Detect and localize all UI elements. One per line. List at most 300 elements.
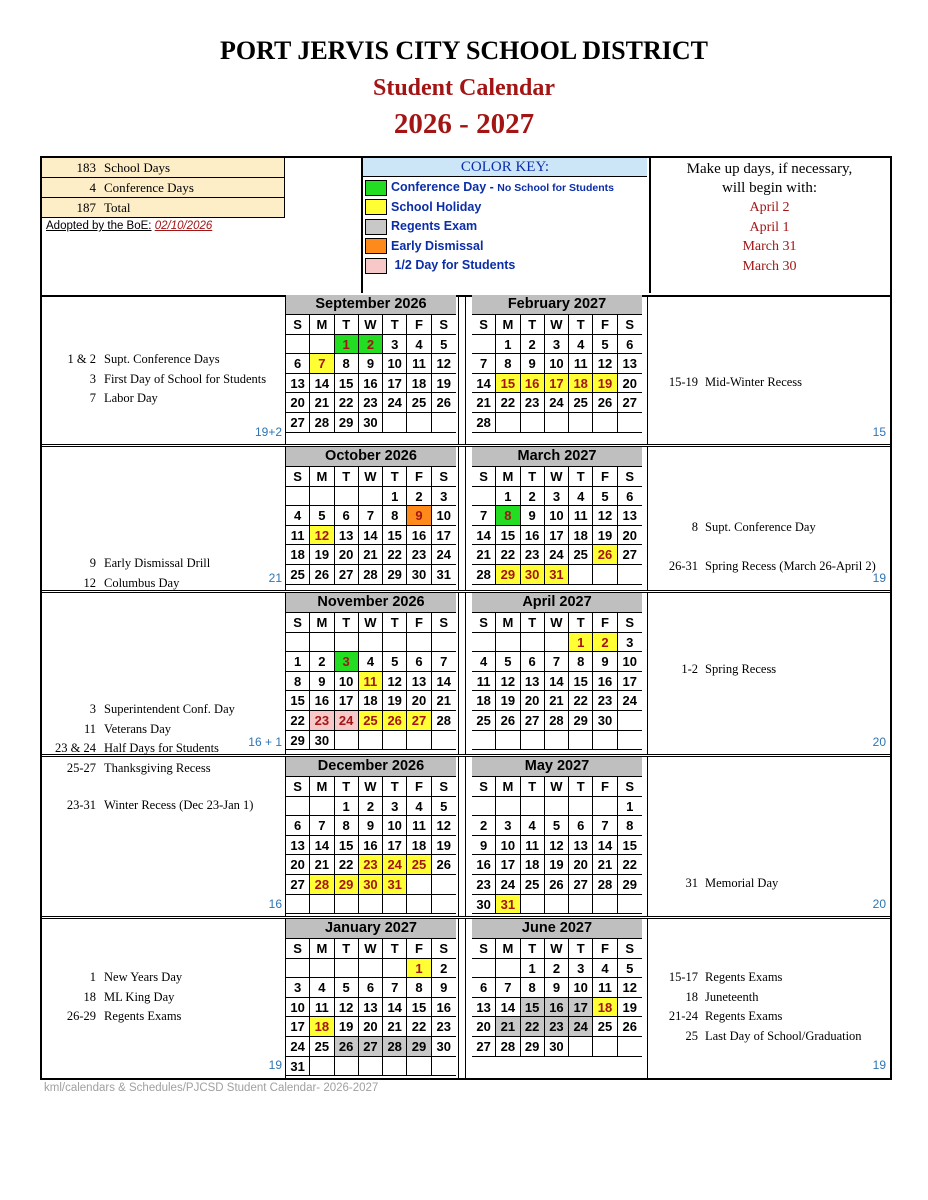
day-cell: 26 xyxy=(335,1037,359,1056)
day-cell: 11 xyxy=(359,672,383,691)
day-cell: 9 xyxy=(593,652,617,671)
day-cell: 6 xyxy=(521,652,545,671)
left-day-count: 21 xyxy=(268,571,282,585)
day-cell: 9 xyxy=(359,816,383,835)
weekday-label: W xyxy=(359,777,383,796)
week-row xyxy=(286,393,456,413)
day-cell: 8 xyxy=(496,354,520,373)
day-cell: 14 xyxy=(472,374,496,393)
day-cell: 4 xyxy=(569,487,593,506)
day-cell: 19 xyxy=(593,526,617,545)
day-cell: 21 xyxy=(310,393,334,412)
day-cell: 9 xyxy=(359,354,383,373)
week-row xyxy=(472,487,642,507)
day-cell: 2 xyxy=(310,652,334,671)
weekday-label: S xyxy=(439,615,449,630)
week-row xyxy=(472,526,642,546)
day-cell: 31 xyxy=(496,895,520,914)
week-row xyxy=(286,652,456,672)
empty-cell xyxy=(383,895,407,914)
event-text: Supt. Conference Day xyxy=(705,520,816,535)
event-date: 12 xyxy=(83,575,96,590)
day-cell: 16 xyxy=(521,374,545,393)
day-cell: 27 xyxy=(335,565,359,584)
day-cell: 11 xyxy=(407,354,431,373)
weekday-label: S xyxy=(286,613,310,632)
weekday-label: T xyxy=(335,315,359,334)
week-row xyxy=(472,545,642,565)
day-cell: 4 xyxy=(521,816,545,835)
day-cell: 27 xyxy=(286,875,310,894)
empty-cell xyxy=(593,895,617,914)
day-cell: 23 xyxy=(407,545,431,564)
event-row xyxy=(649,559,890,577)
day-cell: 10 xyxy=(569,978,593,997)
weekday-label: T xyxy=(521,777,545,796)
day-cell: 12 xyxy=(593,506,617,525)
empty-cell xyxy=(359,731,383,750)
event-date: 23 & 24 xyxy=(55,741,96,756)
day-cell: 11 xyxy=(569,506,593,525)
day-cell: 8 xyxy=(286,672,310,691)
event-date: 21-24 xyxy=(668,1009,698,1024)
weekday-label: T xyxy=(569,777,593,796)
week-row xyxy=(286,526,456,546)
day-cell: 9 xyxy=(521,506,545,525)
weekday-label: T xyxy=(569,613,593,632)
right-day-count: 20 xyxy=(872,897,886,911)
event-date: 3 xyxy=(89,702,96,717)
week-row xyxy=(472,855,642,875)
day-cell: 28 xyxy=(359,565,383,584)
month-calendar xyxy=(472,757,642,914)
day-cell: 25 xyxy=(286,565,310,584)
empty-cell xyxy=(521,797,545,816)
weekday-header xyxy=(472,613,642,633)
day-cell: 4 xyxy=(407,335,431,354)
event-row xyxy=(649,520,890,538)
weekday-label: M xyxy=(496,777,520,796)
week-row xyxy=(286,895,456,915)
event-text: New Years Day xyxy=(104,970,183,984)
event-row xyxy=(649,837,890,855)
day-cell: 2 xyxy=(593,633,617,652)
event-row xyxy=(649,662,890,680)
event-date: 1-2 xyxy=(681,661,698,676)
month-name: October 2026 xyxy=(286,447,456,467)
day-cell: 28 xyxy=(472,565,496,584)
day-cell: 27 xyxy=(521,711,545,730)
empty-cell xyxy=(383,959,407,978)
summary-label: Total xyxy=(104,200,131,215)
empty-cell xyxy=(407,413,431,432)
color-key-title: COLOR KEY: xyxy=(363,158,647,177)
day-cell: 3 xyxy=(545,487,569,506)
empty-cell xyxy=(618,711,642,730)
day-cell: 12 xyxy=(310,526,334,545)
weekday-label: F xyxy=(407,777,431,796)
day-cell: 5 xyxy=(310,506,334,525)
event-row xyxy=(649,481,890,499)
weekday-label: S xyxy=(472,777,496,796)
key-label: Conference Day - xyxy=(391,180,498,194)
week-row xyxy=(286,545,456,565)
day-cell: 7 xyxy=(440,654,448,670)
day-cell: 6 xyxy=(286,816,310,835)
week-row xyxy=(286,691,456,711)
event-row xyxy=(42,702,282,720)
day-cell: 16 xyxy=(359,836,383,855)
day-cell: 3 xyxy=(383,335,407,354)
week-row xyxy=(472,978,642,998)
week-row xyxy=(472,816,642,836)
empty-cell xyxy=(521,633,545,652)
makeup-date: March 31 xyxy=(742,239,797,254)
event-date: 8 xyxy=(691,520,698,535)
swatch-icon xyxy=(365,238,387,254)
event-row xyxy=(649,336,890,354)
week-row xyxy=(472,672,642,692)
month-calendar xyxy=(286,295,456,433)
event-text: Columbus Day xyxy=(104,575,180,590)
day-cell: 19 xyxy=(593,374,617,393)
event-row xyxy=(42,576,282,594)
day-cell: 1 xyxy=(407,959,431,978)
empty-cell xyxy=(521,413,545,432)
week-row xyxy=(286,959,456,979)
empty-cell xyxy=(472,731,496,750)
weekday-label: T xyxy=(383,939,407,958)
day-cell: 21 xyxy=(593,855,617,874)
day-cell: 10 xyxy=(383,816,407,835)
day-cell: 29 xyxy=(383,565,407,584)
empty-cell xyxy=(359,959,383,978)
weekday-label: S xyxy=(625,941,635,956)
event-text: ML King Day xyxy=(104,989,175,1004)
week-row xyxy=(286,335,456,355)
weekday-label: S xyxy=(625,469,635,484)
day-cell: 13 xyxy=(286,374,310,393)
day-cell: 18 xyxy=(310,1017,334,1036)
day-cell: 18 xyxy=(593,998,617,1017)
week-row xyxy=(286,565,456,585)
day-cell: 2 xyxy=(521,335,545,354)
week-row xyxy=(472,895,642,915)
empty-cell xyxy=(472,959,496,978)
empty-cell xyxy=(359,1057,383,1076)
day-cell: 16 xyxy=(472,855,496,874)
day-cell: 22 xyxy=(496,393,520,412)
day-cell: 5 xyxy=(335,978,359,997)
day-cell: 16 xyxy=(310,691,334,710)
double-divider xyxy=(458,295,466,444)
school-year: 2026 - 2027 xyxy=(393,108,535,140)
weekday-label: W xyxy=(545,777,569,796)
empty-cell xyxy=(310,1057,334,1076)
empty-cell xyxy=(618,413,642,432)
day-cell: 26 xyxy=(436,395,451,411)
adopted-date: 02/10/2026 xyxy=(154,220,213,232)
empty-cell xyxy=(407,731,431,750)
day-cell: 17 xyxy=(383,374,407,393)
day-cell: 8 xyxy=(335,816,359,835)
empty-cell xyxy=(432,633,456,652)
weekday-label: S xyxy=(472,939,496,958)
week-row xyxy=(286,998,456,1018)
adopted-label: Adopted by the BoE: xyxy=(46,220,152,232)
day-cell: 11 xyxy=(286,526,310,545)
empty-cell xyxy=(472,335,496,354)
day-cell: 15 xyxy=(622,837,637,853)
swatch-icon xyxy=(365,199,387,215)
week-row xyxy=(286,797,456,817)
day-cell: 19 xyxy=(310,545,334,564)
weekday-label: S xyxy=(286,315,310,334)
day-cell: 22 xyxy=(622,857,637,873)
weekday-label: S xyxy=(625,615,635,630)
empty-cell xyxy=(496,731,520,750)
day-cell: 12 xyxy=(496,672,520,691)
day-cell: 27 xyxy=(622,547,637,563)
day-cell: 16 xyxy=(545,998,569,1017)
weekday-label: M xyxy=(496,315,520,334)
empty-cell xyxy=(593,565,617,584)
month-name: September 2026 xyxy=(286,295,456,315)
makeup-date: April 1 xyxy=(749,219,790,235)
day-cell: 4 xyxy=(310,978,334,997)
month-name: November 2026 xyxy=(286,593,456,613)
day-cell: 23 xyxy=(593,691,617,710)
summary-table xyxy=(42,158,285,218)
weekday-label: S xyxy=(625,317,635,332)
empty-cell xyxy=(569,565,593,584)
event-row xyxy=(649,876,890,894)
day-cell: 7 xyxy=(359,506,383,525)
week-row xyxy=(472,836,642,856)
empty-cell xyxy=(383,731,407,750)
empty-cell xyxy=(432,895,456,914)
empty-cell xyxy=(286,895,310,914)
day-cell: 20 xyxy=(335,545,359,564)
day-cell: 24 xyxy=(286,1037,310,1056)
key-early-dismissal xyxy=(365,237,483,255)
day-cell: 26 xyxy=(593,393,617,412)
week-row xyxy=(472,731,642,751)
day-cell: 26 xyxy=(496,711,520,730)
day-cell: 29 xyxy=(335,413,359,432)
week-row xyxy=(286,1037,456,1057)
week-row xyxy=(472,633,642,653)
event-row xyxy=(42,1009,282,1027)
weekday-label: F xyxy=(593,939,617,958)
day-cell: 28 xyxy=(436,712,451,728)
empty-cell xyxy=(359,633,383,652)
week-row xyxy=(286,836,456,856)
event-row xyxy=(649,1029,890,1047)
day-cell: 13 xyxy=(407,672,431,691)
empty-cell xyxy=(496,959,520,978)
empty-cell xyxy=(545,731,569,750)
weekday-label: S xyxy=(439,469,449,484)
header-panel xyxy=(42,158,890,297)
day-cell: 25 xyxy=(407,393,431,412)
day-cell: 16 xyxy=(521,526,545,545)
day-cell: 17 xyxy=(383,836,407,855)
day-cell: 18 xyxy=(286,545,310,564)
weekday-label: T xyxy=(569,315,593,334)
day-cell: 23 xyxy=(359,393,383,412)
day-cell: 4 xyxy=(569,335,593,354)
weekday-label: S xyxy=(286,939,310,958)
weekday-label: F xyxy=(407,613,431,632)
key-regents-exam xyxy=(365,217,477,235)
day-cell: 6 xyxy=(359,978,383,997)
event-text: Last Day of School/Graduation xyxy=(705,1028,862,1043)
weekday-label: T xyxy=(335,777,359,796)
double-divider xyxy=(458,447,466,590)
week-row xyxy=(286,816,456,836)
makeup-line2: will begin with: xyxy=(722,180,817,196)
week-row xyxy=(472,1017,642,1037)
event-row xyxy=(649,642,890,660)
empty-cell xyxy=(310,335,334,354)
divider xyxy=(647,757,648,916)
weekday-label: M xyxy=(310,315,334,334)
event-row xyxy=(649,375,890,393)
event-row xyxy=(649,356,890,374)
empty-cell xyxy=(593,797,617,816)
weekday-label: F xyxy=(593,315,617,334)
day-cell: 15 xyxy=(496,526,520,545)
day-cell: 22 xyxy=(383,545,407,564)
day-cell: 16 xyxy=(407,526,431,545)
weekday-label: S xyxy=(439,941,449,956)
week-row xyxy=(472,711,642,731)
weekday-label: M xyxy=(310,613,334,632)
week-row xyxy=(286,875,456,895)
day-cell: 14 xyxy=(472,526,496,545)
makeup-date: March 30 xyxy=(742,258,797,274)
day-cell: 9 xyxy=(310,672,334,691)
month-calendar xyxy=(472,295,642,433)
day-cell: 24 xyxy=(622,693,637,709)
day-cell: 28 xyxy=(383,1037,407,1056)
empty-cell xyxy=(545,413,569,432)
day-cell: 29 xyxy=(407,1037,431,1056)
makeup-date: April 2 xyxy=(749,200,790,215)
empty-cell xyxy=(407,1057,431,1076)
event-text: Thanksgiving Recess xyxy=(104,761,211,775)
weekday-label: S xyxy=(439,317,449,332)
event-date: 23-31 xyxy=(66,798,96,812)
summary-row xyxy=(42,158,285,178)
day-cell: 22 xyxy=(521,1017,545,1036)
day-cell: 12 xyxy=(622,980,637,996)
day-cell: 1 xyxy=(496,487,520,506)
day-cell: 15 xyxy=(335,374,359,393)
day-cell: 13 xyxy=(335,526,359,545)
swatch-icon xyxy=(365,219,387,235)
day-cell: 14 xyxy=(593,836,617,855)
day-cell: 22 xyxy=(286,711,310,730)
week-row xyxy=(286,506,456,526)
day-cell: 18 xyxy=(472,691,496,710)
empty-cell xyxy=(432,875,456,894)
month-calendar xyxy=(286,757,456,914)
empty-cell xyxy=(472,633,496,652)
month-name: December 2026 xyxy=(286,757,456,777)
day-cell: 19 xyxy=(496,691,520,710)
week-row xyxy=(472,652,642,672)
week-row xyxy=(286,672,456,692)
day-cell: 13 xyxy=(622,356,637,372)
day-cell: 11 xyxy=(310,998,334,1017)
day-cell: 21 xyxy=(496,1017,520,1036)
day-cell: 12 xyxy=(335,998,359,1017)
day-cell: 22 xyxy=(496,545,520,564)
day-cell: 30 xyxy=(359,875,383,894)
day-cell: 28 xyxy=(593,875,617,894)
day-cell: 7 xyxy=(593,816,617,835)
weekday-label: W xyxy=(545,467,569,486)
week-row xyxy=(472,998,642,1018)
empty-cell xyxy=(569,895,593,914)
empty-cell xyxy=(618,895,642,914)
empty-cell xyxy=(310,487,334,506)
month-section xyxy=(42,919,890,1080)
weekday-label: F xyxy=(407,315,431,334)
day-cell: 6 xyxy=(407,652,431,671)
event-text: Regents Exams xyxy=(104,1009,182,1024)
weekday-label: M xyxy=(310,939,334,958)
day-cell: 13 xyxy=(521,672,545,691)
day-cell: 30 xyxy=(407,565,431,584)
event-date: 15-17 xyxy=(668,970,698,984)
weekday-label: T xyxy=(569,939,593,958)
day-cell: 28 xyxy=(472,413,496,432)
event-date: 1 xyxy=(89,970,96,984)
day-cell: 27 xyxy=(569,875,593,894)
key-label: School Holiday xyxy=(391,199,482,214)
weekday-header xyxy=(472,939,642,959)
key-school-holiday xyxy=(365,198,481,216)
empty-cell xyxy=(383,1057,407,1076)
day-cell: 3 xyxy=(286,978,310,997)
week-row xyxy=(472,1037,642,1057)
day-cell: 1 xyxy=(569,633,593,652)
day-cell: 23 xyxy=(359,855,383,874)
empty-cell xyxy=(310,895,334,914)
day-cell: 2 xyxy=(521,487,545,506)
day-cell: 2 xyxy=(359,335,383,354)
day-cell: 11 xyxy=(407,816,431,835)
weekday-label: S xyxy=(286,777,310,796)
day-cell: 5 xyxy=(593,487,617,506)
left-day-count: 19 xyxy=(268,1058,282,1072)
empty-cell xyxy=(545,797,569,816)
weekday-label: S xyxy=(439,779,449,794)
week-row xyxy=(286,354,456,374)
day-cell: 7 xyxy=(383,978,407,997)
empty-cell xyxy=(286,797,310,816)
day-cell: 25 xyxy=(359,711,383,730)
key-half-day xyxy=(365,256,515,274)
event-row xyxy=(42,970,282,988)
empty-cell xyxy=(618,731,642,750)
weekday-label: T xyxy=(521,613,545,632)
weekday-label: W xyxy=(359,939,383,958)
summary-label: School Days xyxy=(104,160,171,175)
